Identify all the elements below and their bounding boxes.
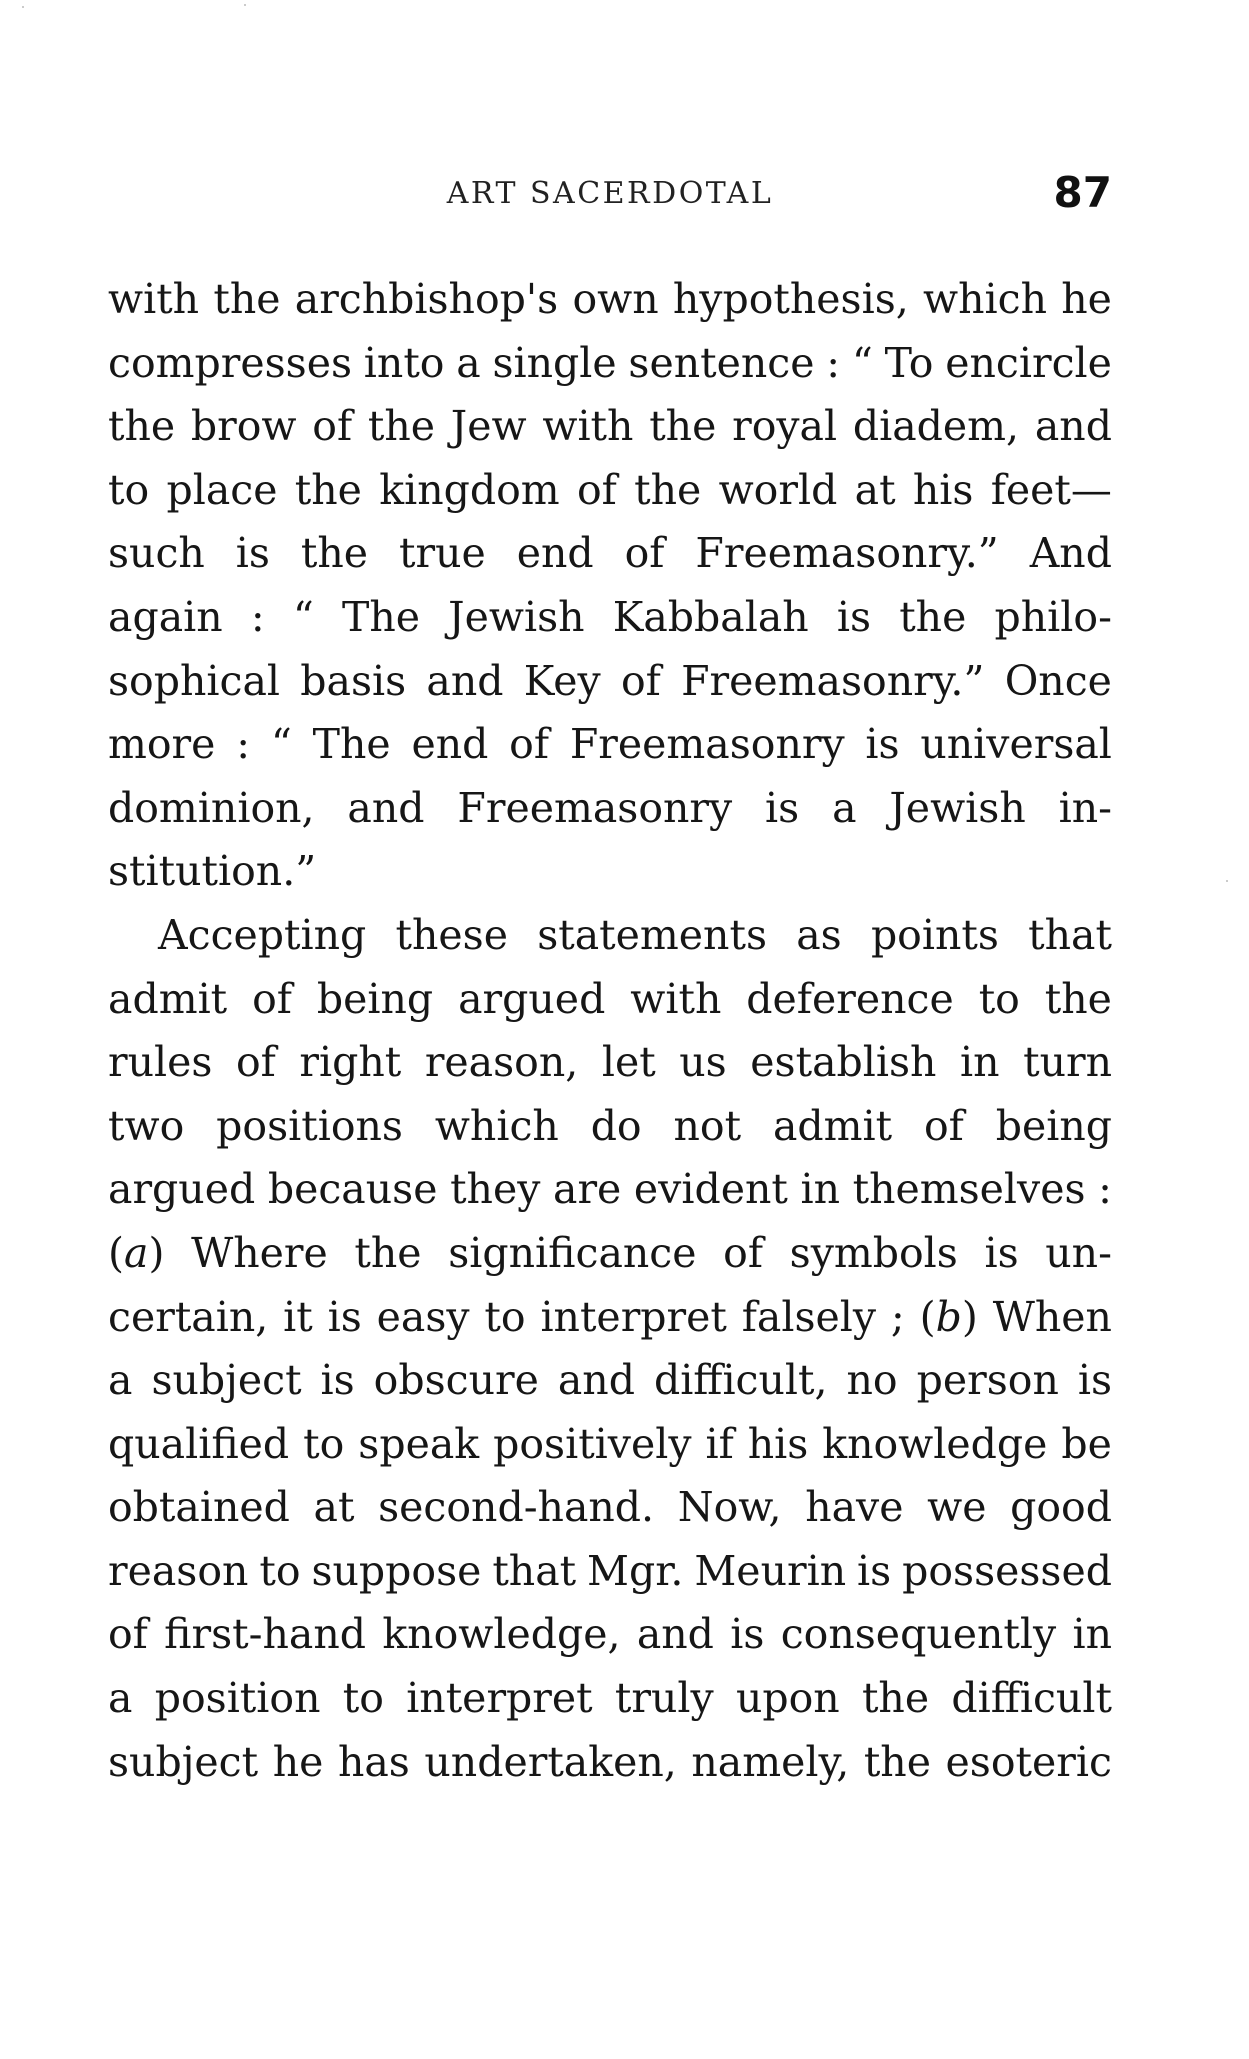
text-line: more : “ The end of Freemasonry is universal — [108, 720, 1112, 769]
running-head — [108, 170, 1112, 220]
text-line: rules of right reason, let us establish in turn — [108, 1038, 1112, 1087]
text-line: such is the true end of Freemasonry.” And — [108, 529, 1112, 578]
text-line: (a) Where the significance of symbols is un- — [108, 1228, 1112, 1277]
text-line: stitution.” — [108, 847, 317, 896]
running-title: ART SACERDOTAL — [446, 176, 774, 211]
text-line: admit of being argued with deference to the — [108, 974, 1112, 1023]
text-line: with the archbishop's own hypothesis, which he — [108, 275, 1112, 323]
scan-speck — [244, 4, 246, 6]
text-line: again : “ The Jewish Kabbalah is the philo- — [108, 592, 1112, 641]
text-line: the brow of the Jew with the royal diadem, and — [108, 402, 1112, 451]
text-line: sophical basis and Key of Freemasonry.” Once — [108, 656, 1112, 705]
text-line: argued because they are evident in themselves : — [108, 1165, 1112, 1214]
text-line: a subject is obscure and difficult, no person is — [108, 1356, 1112, 1405]
scan-speck — [22, 6, 24, 8]
text-line: reason to suppose that Mgr. Meurin is possessed — [108, 1546, 1112, 1595]
text-line: a position to interpret truly upon the difficult — [108, 1674, 1112, 1723]
scan-speck — [1226, 880, 1228, 882]
text-line: of first-hand knowledge, and is consequently in — [108, 1610, 1112, 1659]
text-line: certain, it is easy to interpret falsely ; (b) When — [108, 1292, 1112, 1341]
text-line: Accepting these statements as points that — [158, 910, 1112, 959]
body-text — [108, 268, 1112, 1794]
text-line: to place the kingdom of the world at his feet— — [108, 465, 1112, 514]
text-line: compresses into a single sentence : “ To encircle — [108, 338, 1112, 387]
text-line: qualified to speak positively if his knowledge be — [108, 1419, 1112, 1468]
text-line: dominion, and Freemasonry is a Jewish in- — [108, 783, 1112, 832]
text-line: two positions which do not admit of being — [108, 1101, 1112, 1150]
text-line: obtained at second-hand. Now, have we good — [108, 1483, 1112, 1532]
text-line: subject he has undertaken, namely, the esoteric — [108, 1737, 1112, 1786]
page-number: 87 — [1053, 168, 1112, 217]
